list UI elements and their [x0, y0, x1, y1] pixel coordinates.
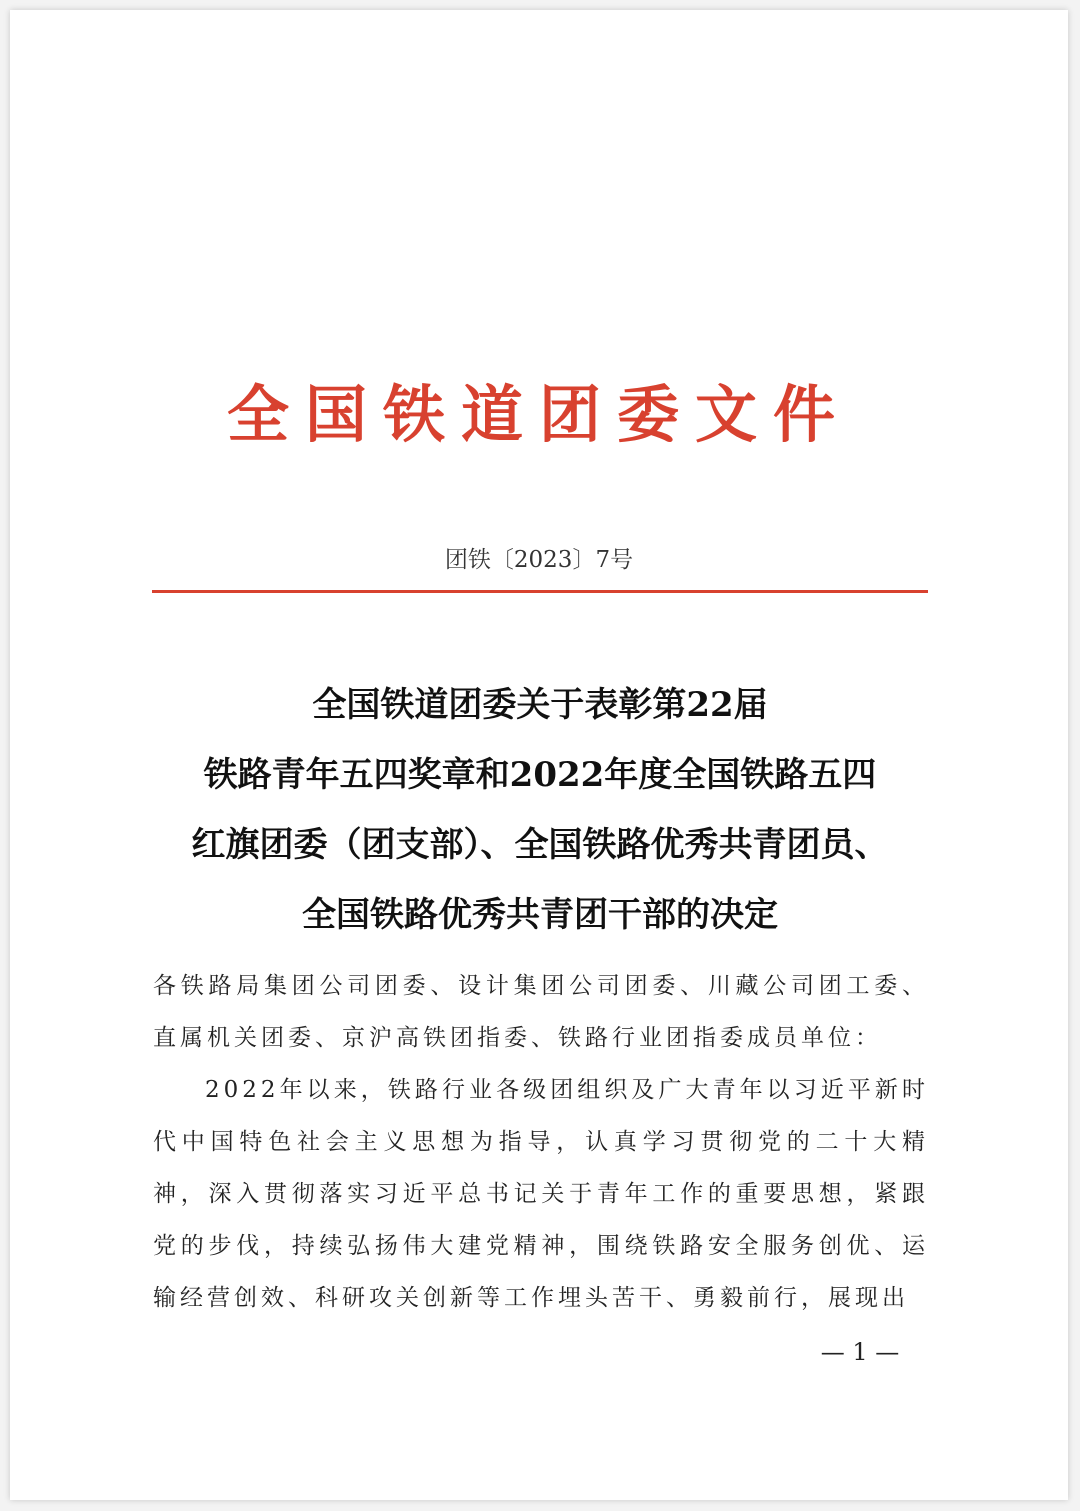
document-body	[153, 960, 929, 1324]
document-number: 团铁〔2023〕7号	[444, 547, 634, 573]
page-number: — 1 —	[820, 1338, 900, 1366]
document-title	[140, 670, 940, 950]
red-divider-line	[152, 590, 928, 593]
document-title-line-2: 铁路青年五四奖章和2022年度全国铁路五四	[203, 755, 877, 795]
document-title-line-4: 全国铁路优秀共青团干部的决定	[302, 895, 778, 935]
document-title-line-3: 红旗团委（团支部）、全国铁路优秀共青团员、	[191, 825, 889, 865]
document-page	[10, 10, 1068, 1500]
body-paragraph: 2022年以来，铁路行业各级团组织及广大青年以习近平新时代中国特色社会主义思想为指导，认真学习贯彻党的二十大精神，深入贯彻落实习近平总书记关于青年工作的重要思想，紧跟党的步伐，持续弘扬伟大建党精神，围绕铁路安全服务创优、运输经营创效、科研攻关创新等工作埋头苦干、勇毅前行，展现出	[153, 1077, 929, 1311]
document-title-line-1: 全国铁道团委关于表彰第22届	[312, 685, 768, 725]
issuer-header-title: 全国铁道团委文件	[226, 378, 851, 451]
recipients-paragraph: 各铁路局集团公司团委、设计集团公司团委、川藏公司团工委、直属机关团委、京沪高铁团指委、铁路行业团指委成员单位：	[153, 973, 929, 1051]
